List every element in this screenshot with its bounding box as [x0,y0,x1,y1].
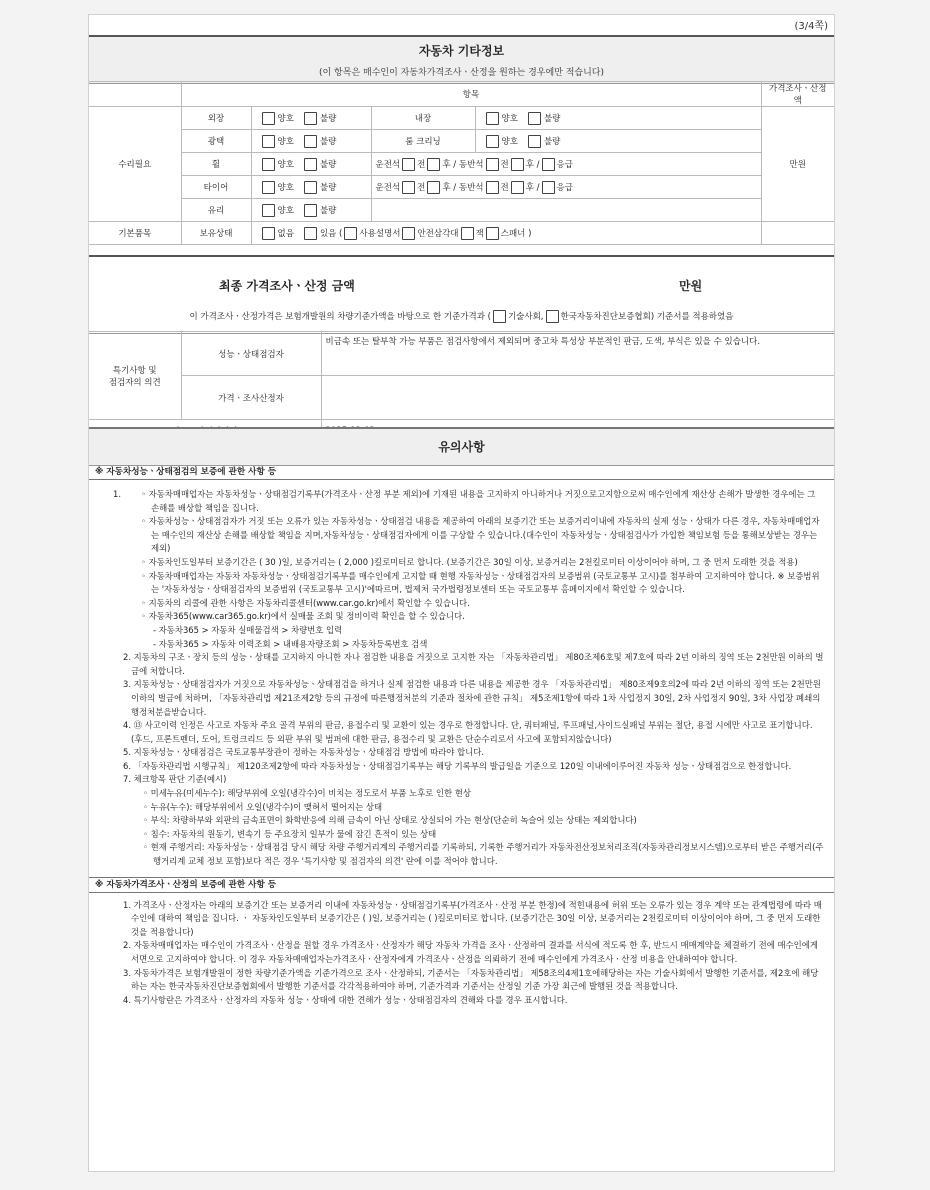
checkbox[interactable] [262,181,275,194]
label-exterior: 외장 [181,107,251,130]
notice-body [89,465,834,1153]
checkbox[interactable] [304,135,317,148]
checkbox[interactable] [486,135,499,148]
section-subtitle: (이 항목은 매수인이 자동차가격조사ㆍ산정을 원하는 경우에만 적습니다) [318,68,604,78]
perf-inspector-opinion: 비금속 또는 탈부착 가능 부품은 점검사항에서 제외되며 중고차 특성상 부분적인 판금, 도색, 부식은 있을 수 있습니다. [321,332,834,376]
checkbox[interactable] [262,135,275,148]
checkbox[interactable] [511,181,524,194]
notice-heading-2: ※ 자동차가격조사ㆍ산정의 보증에 관한 사항 등 [89,877,834,893]
label-interior: 내장 [371,107,475,130]
notice-header [89,427,834,466]
checkbox[interactable] [304,181,317,194]
checkbox[interactable] [304,158,317,171]
page-number: (3/4쪽) [794,21,828,32]
price-unit: 만원 [761,107,834,222]
final-price-note: 이 가격조사ㆍ산정가격은 보험개발원의 차량기준가액을 바탕으로 한 기준가격과 ( 기술사회, 한국자동차진단보증협회) 기준서를 적용하였음 [189,312,734,322]
form-page [88,14,835,1172]
header-item: 항목 [181,82,761,107]
checkbox[interactable] [486,112,499,125]
header-price: 가격조사ㆍ산정액 [761,82,834,107]
final-price-section [89,255,834,334]
checkbox[interactable] [344,227,357,240]
checkbox[interactable] [304,204,317,217]
checkbox[interactable] [486,158,499,171]
checkbox[interactable] [542,158,555,171]
section-header-other-info [89,35,834,84]
notice-items-2-7: 2. 지동차의 구조ㆍ장치 등의 성능ㆍ상태를 고지하지 아니한 자나 점검한 내용을 거짓으로 고지한 자는 「자동차관리법」 제80조제6호및 제7호에 따라 2년 이하의 징역 또는 2천만원 이하의 벌금에 처합니다. 3. 지동차성능ㆍ상태점검자가 거짓으로 자동차성능ㆍ상태점검을 하거나 실제 점검한 내용과 다른 내용을 제공한 경우 「자동차관리법」 제80조제9호의2에 따라 2년 이하의 징역 또는 2천만원 이하의 벌금에 처하며, 「자동차관리법 제21조제2항 등의 규정에 따른행정처분의 기준과 절차에 관한 규칙」 제5조제1항에 따라 1차 사업정지 30일, 2차 사업정지 90일, 3차 사업장 폐쇄의 행정처분을받습니다. 4. ⑬ 사고이력 인정은 사고로 자동차 주요 골격 부위의 판금, 용접수리 및 교환이 있는 경우로 한정합니다. 단, 쿼터패널, 루프패널,사이드실패널 부위는 절단, 용접 시에만 사고로 표기합니다. (후드, 프론트펜더, 도어, 트렁크리드 등 외판 부위 및 범퍼에 대한 판금, 용접수리 및 교환은 단순수리로서 사고에 포함되지않습니다) 5. 지동차성능ㆍ상태점검은 국토교통부장관이 정하는 자동차성능ㆍ상태점검 방법에 따라야 합니다. 6. 「자동차관리법 시행규칙」 제120조제2항에 따라 자동차성능ㆍ상태점검기록부는 해당 기록부의 발급일을 기준으로 120일 이내에이루어진 자동차 성능ㆍ상태점검으로 한정합니다. 7. 체크항목 판단 기준(예시) ◦ 미세누유(미세누수): 해당부위에 오일(냉각수)이 비치는 정도로서 부품 노후로 인한 현상 ◦ 누유(누수): 해당부위에서 오일(냉각수)이 맺혀서 떨어지는 상태 ◦ 부식: 차량하부와 외판의 금속표면이 화학반응에 의해 금속이 아닌 상태로 상실되어 가는 현상(단순히 녹슬어 있는 상태는 제외합니다) ◦ 침수: 자동차의 원동기, 변속기 등 주요장치 일부가 물에 잠긴 흔적이 있는 상태 ◦ 현재 주행거리: 자동차성능ㆍ상태점검 당시 해당 차량 주행거리계의 주행거리를 기록하되, 기록한 주행거리가 자동차전산정보처리조직(자동차관리정보시스템)으로부터 받은 주행거리(주행거리계 교체 정보 포함)보다 적은 경우 '특기사항 및 점검자의 의견' 란에 이를 적어야 합니다. [123,652,824,867]
checkbox[interactable] [461,227,474,240]
checkbox[interactable] [427,158,440,171]
notice-price-items: 1. 가격조사ㆍ산정자는 아래의 보증기간 또는 보증거리 이내에 자동차성능ㆍ상태점검기록부(가격조사ㆍ산정 부분 한정)에 적힌내용에 허위 또는 오류가 있는 경우 계약 또는 관계법령에 따라 매수인에 대하여 책임을 집니다. ㆍ 자동차인도일부터 보증기간은 ( )일, 보증거리는 ( )킬로미터로 합니다. (보증기간은 30일 이상, 보증거리는 2천킬로미터 이상이어야 하며, 그 중 먼저 도래한 것을 적용합니다) 2. 자동차매매업자는 매수인이 가격조사ㆍ산정을 원할 경우 가격조사ㆍ산정자가 해당 자동차 가격을 조사ㆍ산정하여 결과를 서식에 적도록 한 후, 반드시 매매계약을 체결하기 전에 매수인에게 서면으로 고지하여야 합니다. 이 경우 자동차매매업자는가격조사ㆍ산정자에게 가격조사ㆍ산정을 의뢰하기 전에 매수인에게 가격조사ㆍ산정 비용을 안내하여야 합니다. 3. 자동차가격은 보험개발원이 정한 차량기준가액을 기준가격으로 조사ㆍ산정하되, 기준서는 「자동차관리법」 제58조의4제1호에해당하는 자는 기술사회에서 발행한 기준서를, 제2호에 해당하는 자는 한국자동차진단보증협회에서 발행한 기준서를 각각적용하여야 하며, 기준가격과 기준서는 산정일 기준 가장 최근에 발행된 것을 적용합니다. 4. 특기사항란은 가격조사ㆍ산정자의 자동차 성능ㆍ상태에 대한 견해가 성능ㆍ상태점검자의 견해와 다를 경우 표시합니다. [123,899,822,1005]
checkbox[interactable] [402,227,415,240]
other-info-table: 항목 가격조사ㆍ산정액 수리필요 외장 양호 불량 내장 양호 불량 만원 광택 양호 불량 룸 크리닝 양호 불량 휠 양호 불량 운전석 전 후 / 동반석 전 후 / 응급 타이어 양호 불량 운전석 전 후 / 동반석 전 후 / 응급 유리 양호 불량 기본품목 보유상태 없음 있음 ( 사용설명서 안전삼각대 잭 스패너 ) [89,81,834,245]
checkbox[interactable] [528,135,541,148]
label-wheel: 휠 [181,153,251,176]
label-glass: 유리 [181,199,251,222]
group-basic: 기본품목 [89,222,181,245]
notice-item-1: 1. ◦ 자동차매매업자는 자동차성능ㆍ상태점검기록부(가격조사ㆍ산정 부분 제외)에 기재된 내용을 고지하지 아니하거나 거짓으로고지함으로써 매수인에게 재산상 손해가 발생한 경우에는 그 손해를 배상할 책임을 집니다. ◦ 자동차성능ㆍ상태점검자가 거짓 또는 오류가 있는 자동차성능ㆍ상태점검 내용을 제공하여 아래의 보증기간 또는 보증거리이내에 자동차의 실제 성능ㆍ상태가 다른 경우, 자동차매매업자는 매수인의 재산상 손해를 배상할 책임을 지며,자동차성능ㆍ상태점검자에게 이를 구상할 수 있습니다.(대수인이 자동차성능ㆍ상태점검사가 가입한 책임보험 등을 통해보상받는 경우는 제외) ◦ 자동차인도일부터 보증기간은 ( 30 )일, 보증거리는 ( 2,000 )킬로미터로 합니다. (보증기간은 30일 이상, 보증거리는 2천킬로미터 이상이어야 하며, 그 중 먼저 도래한 것을 적용) ◦ 자동차매매업자는 자동차 자동차성능ㆍ상태점검기록부를 매수인에게 고지할 때 현행 자동차성능ㆍ상태점검자의 보증범위 (국토교통부 고시)를 첨부하여 고지하여야 합니다. ※ 보증범위는 '자동차성능ㆍ상태점검자의 보증범위 (국토교통부 고시)'에따르며, 법제처 국가법령정보센터 또는 국토교통부 홈페이지에서 확인할 수 있습니다. ◦ 지동차의 리콜에 관한 사항은 자동차리콜센터(www.car.go.kr)에서 확인할 수 있습니다. ◦ 자동차365(www.car365.go.kr)에서 실매물 조회 및 정비이력 확인을 할 수 있습니다. - 자동차365 > 자동차 실매물검색 > 차량번호 입력 - 자동차365 > 자동차 이력조회 > 내배용자량조회 > 자동차등록번호 검색 [113,489,820,649]
checkbox[interactable] [402,158,415,171]
checkbox[interactable] [304,227,317,240]
section-title: 자동차 기타정보 [418,44,505,58]
label-gloss: 광택 [181,130,251,153]
checkbox[interactable] [262,158,275,171]
checkbox[interactable] [511,158,524,171]
checkbox[interactable] [546,310,559,323]
perf-inspector-label: 성능ㆍ상태점검자 [181,332,321,376]
checkbox[interactable] [427,181,440,194]
checkbox[interactable] [262,227,275,240]
checkbox[interactable] [486,227,499,240]
checkbox[interactable] [528,112,541,125]
checkbox[interactable] [262,112,275,125]
notice-heading-1: ※ 자동차성능ㆍ상태점검의 보증에 관한 사항 등 [89,465,834,480]
label-owned: 보유상태 [181,222,251,245]
price-inspector-opinion [321,376,834,420]
checkbox[interactable] [542,181,555,194]
label-tire: 타이어 [181,176,251,199]
final-price-unit: 만원 [679,279,703,293]
checkbox[interactable] [402,181,415,194]
final-price-label: 최종 가격조사ㆍ산정 금액 [219,279,355,293]
checkbox[interactable] [262,204,275,217]
checkbox[interactable] [493,310,506,323]
group-repair: 수리필요 [89,107,181,222]
checkbox[interactable] [486,181,499,194]
label-room-clean: 룸 크리닝 [371,130,475,153]
special-notes-group: 특기사항 및 점검자의 의견 [89,332,181,420]
checkbox[interactable] [304,112,317,125]
price-inspector-label: 가격ㆍ조사산정자 [181,376,321,420]
notice-title: 유의사항 [438,440,485,454]
